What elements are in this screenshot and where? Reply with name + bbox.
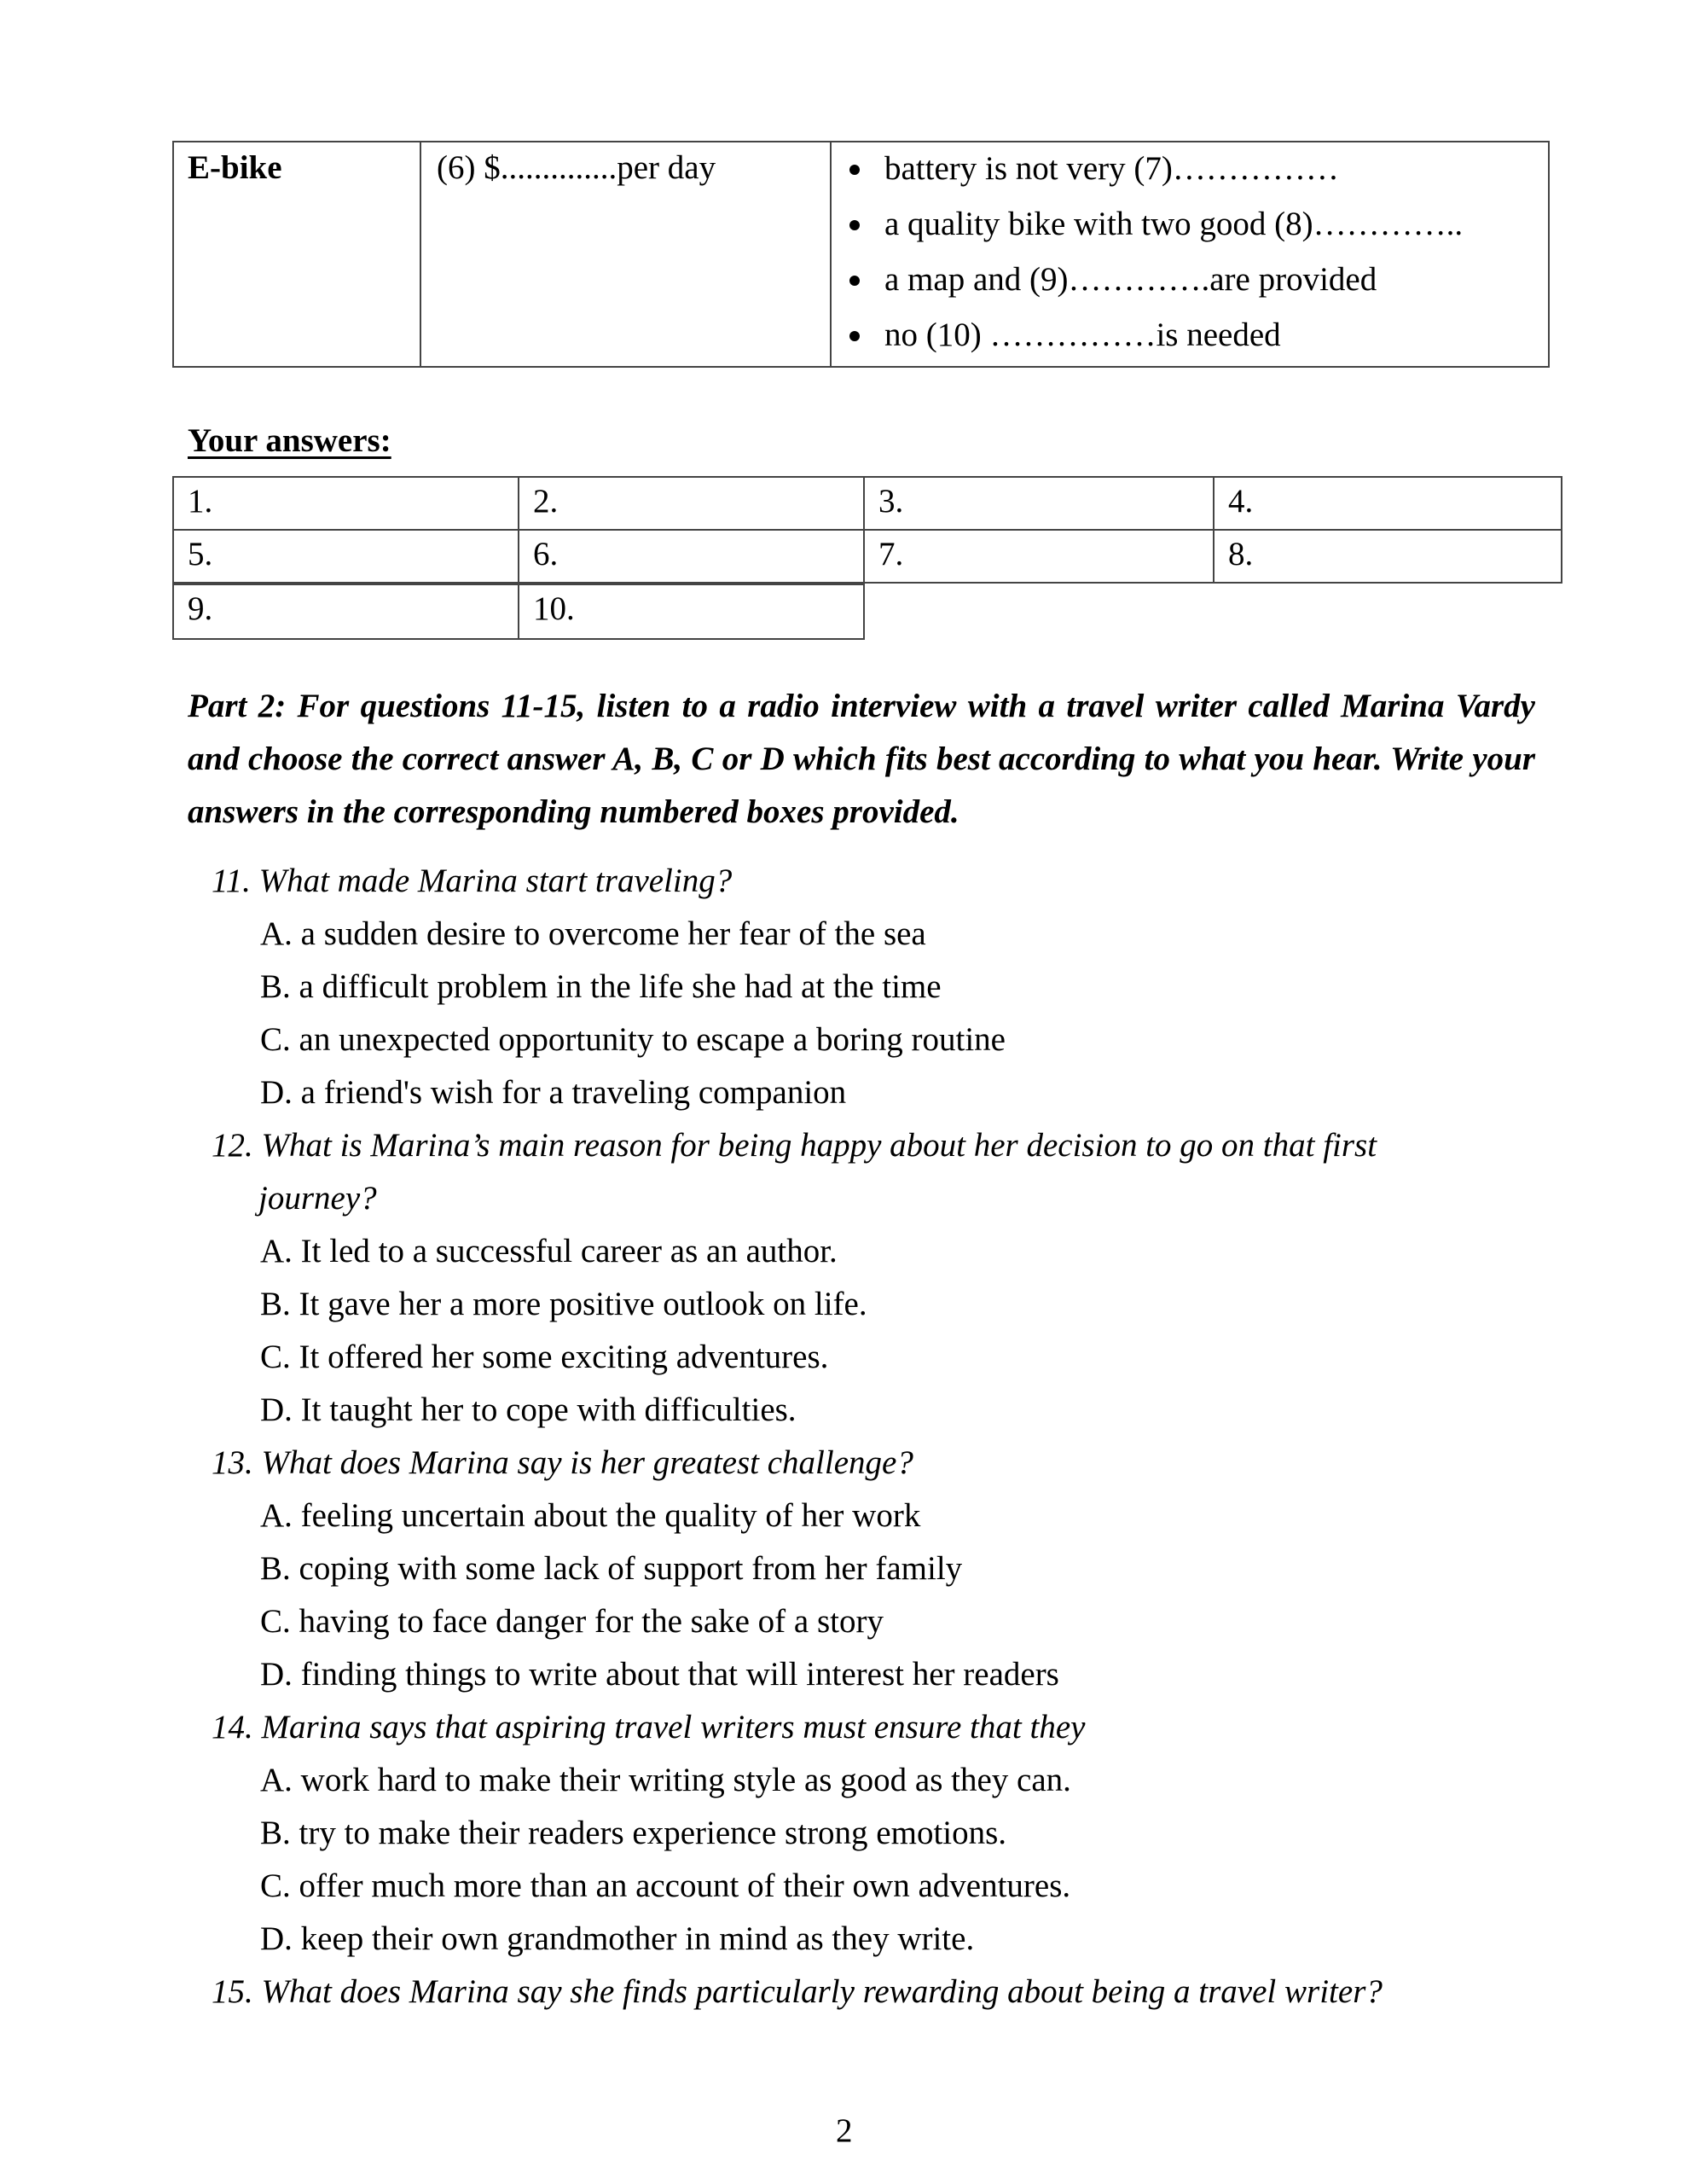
bullet-icon [849, 331, 860, 341]
question-stem: 14. Marina says that aspiring travel writers must ensure that they [212, 1709, 1086, 1745]
answer-box-4[interactable]: 4. [1213, 476, 1562, 531]
column-divider [830, 142, 832, 366]
answer-box-10[interactable]: 10. [518, 584, 865, 640]
bullet-icon [849, 220, 860, 230]
question-stem: 11. What made Marina start traveling? [212, 863, 733, 899]
option-c: C. having to face danger for the sake of a story [260, 1603, 884, 1640]
option-b: B. It gave her a more positive outlook on life. [260, 1286, 867, 1322]
option-a: A. a sudden desire to overcome her fear of the sea [260, 915, 926, 952]
answer-box-5[interactable]: 5. [172, 529, 519, 584]
note-blank-9: a map and (9)………….are provided [884, 261, 1377, 298]
option-d: D. It taught her to cope with difficulties. [260, 1391, 797, 1428]
question-stem: 15. What does Marina say she finds particularly rewarding about being a travel writer? [212, 1973, 1383, 2010]
note-blank-10: no (10) ……………is needed [884, 317, 1281, 353]
option-b: B. a difficult problem in the life she had at the time [260, 968, 942, 1005]
option-d: D. keep their own grandmother in mind as they write. [260, 1920, 975, 1957]
option-b: B. coping with some lack of support from her family [260, 1550, 963, 1587]
answer-box-6[interactable]: 6. [518, 529, 865, 584]
answer-box-2[interactable]: 2. [518, 476, 865, 531]
bullet-icon [849, 276, 860, 286]
price-blank-6: (6) $..............per day [437, 149, 716, 186]
answers-heading: Your answers: [188, 422, 391, 459]
question-stem: 13. What does Marina say is her greatest challenge? [212, 1444, 913, 1481]
option-c: C. an unexpected opportunity to escape a boring routine [260, 1021, 1006, 1058]
option-c: C. offer much more than an account of their own adventures. [260, 1867, 1071, 1904]
option-a: A. work hard to make their writing style as good as they can. [260, 1762, 1071, 1798]
question-stem: 12. What is Marina’s main reason for being happy about her decision to go on that first [212, 1127, 1377, 1164]
answer-box-7[interactable]: 7. [863, 529, 1215, 584]
answer-box-1[interactable]: 1. [172, 476, 519, 531]
option-b: B. try to make their readers experience strong emotions. [260, 1815, 1007, 1851]
rental-table [172, 141, 1550, 368]
option-a: A. feeling uncertain about the quality of her work [260, 1497, 921, 1534]
part2-instructions: Part 2: For questions 11-15, listen to a radio interview with a travel writer called Marina Vardy and choose the correct answer A, B, C or D which fits best according to what you hear. Write your answers in the corresponding numbered boxes provided. [188, 688, 1535, 830]
note-blank-7: battery is not very (7)…………… [884, 150, 1339, 187]
note-blank-8: a quality bike with two good (8)………….. [884, 206, 1464, 242]
answer-box-9[interactable]: 9. [172, 584, 519, 640]
question-stem-continued: journey? [258, 1180, 377, 1217]
option-a: A. It led to a successful career as an author. [260, 1233, 838, 1269]
answer-box-3[interactable]: 3. [863, 476, 1215, 531]
column-divider [420, 142, 421, 366]
answer-box-8[interactable]: 8. [1213, 529, 1562, 584]
option-c: C. It offered her some exciting adventures. [260, 1339, 829, 1375]
bullet-icon [849, 165, 860, 175]
page-number: 2 [836, 2112, 853, 2149]
option-d: D. a friend's wish for a traveling companion [260, 1074, 847, 1111]
row-label-ebike: E-bike [188, 149, 282, 186]
option-d: D. finding things to write about that will interest her readers [260, 1656, 1059, 1693]
